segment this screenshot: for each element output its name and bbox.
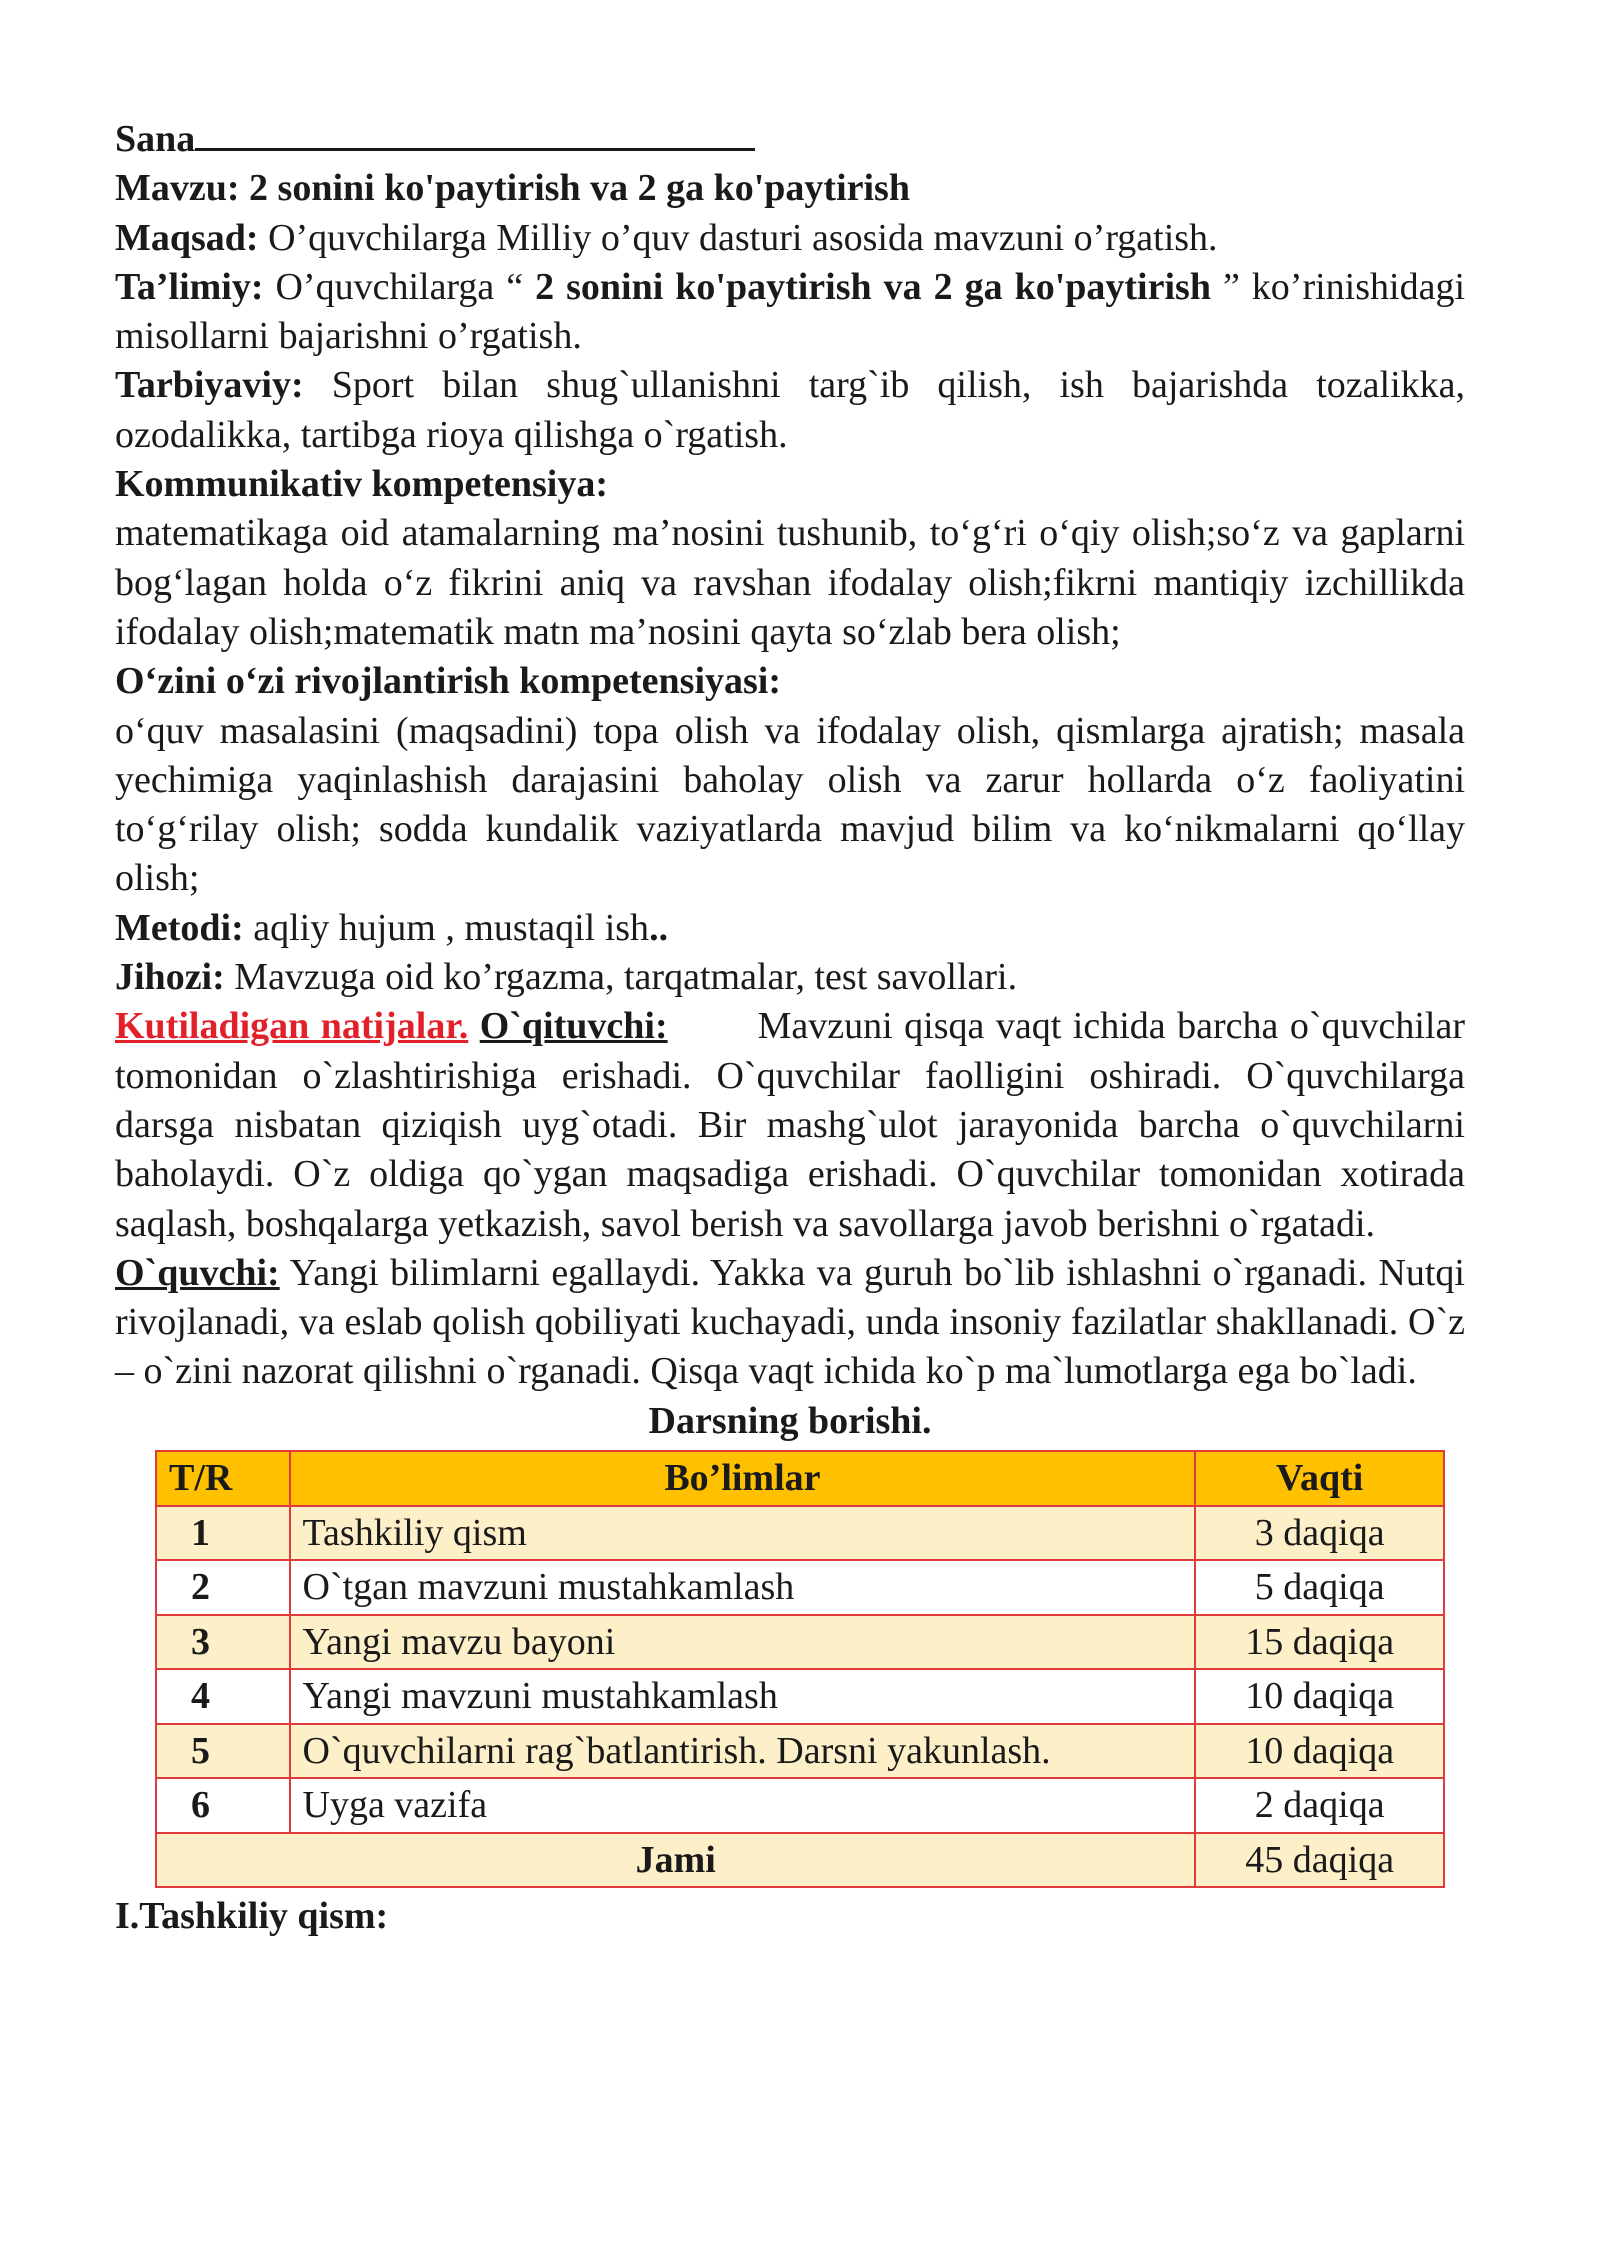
table-row bbox=[156, 1615, 1444, 1670]
table-row bbox=[156, 1669, 1444, 1724]
next-section-heading bbox=[115, 1892, 1465, 1941]
teacher-text: Mavzuni qisqa vaqt ichida barcha o`quvchilar tomonidan o`zlashtirishiga erishadi. O`quvchilar faolligini oshiradi. O`quvchilarga darsga nisbatan qiziqish uyg`otadi. Bir mashg`ulot jarayonida barcha o`quvchilarni baholaydi. O`z oldiga qo`ygan maqsadiga erishadi. O`quvchilar tomonidan xotirada saqlash, boshqalarga yetkazish, savol berish va savollarga javob berishni o`rgatadi. bbox=[115, 1005, 1465, 1245]
topic-label: Mavzu: bbox=[115, 167, 240, 210]
method-line bbox=[115, 904, 1465, 953]
row-section: O`tgan mavzuni mustahkamlash bbox=[290, 1560, 1196, 1615]
row-number: 4 bbox=[191, 1675, 210, 1718]
date-line bbox=[115, 115, 1465, 164]
upbringing-label: Tarbiyaviy: bbox=[115, 364, 304, 407]
row-time: 15 daqiqa bbox=[1195, 1615, 1444, 1670]
communicative-paragraph: matematikaga oid atamalarning ma’nosini tushunib, to‘g‘ri o‘qiy olish;so‘z va gaplarni bog‘lagan holda o‘z fikrini aniq va ravshan ifodalay olish;fikrni mantiqiy izchillikda ifodalay olish;matematik matn ma’nosini qayta so‘zlab bera olish; bbox=[115, 512, 1465, 653]
row-time: 5 daqiqa bbox=[1195, 1560, 1444, 1615]
expected-results-paragraph bbox=[115, 1002, 1465, 1248]
total-label: Jami bbox=[156, 1833, 1195, 1888]
method-end: .. bbox=[649, 906, 669, 949]
topic-text: 2 sonini ko'paytirish va 2 ga ko'paytirish bbox=[249, 167, 910, 210]
student-text: Yangi bilimlarni egallaydi. Yakka va guruh bo`lib ishlashni o`rganadi. Nutqi rivojlanadi, va eslab qolish qobiliyati kuchayadi, unda insoniy fazilatlar shakllanadi. O`z – o`zini nazorat qilishni o`rganadi. Qisqa vaqt ichida ko`p ma`lumotlarga ega bo`ladi. bbox=[115, 1251, 1465, 1393]
lesson-plan-table bbox=[155, 1450, 1445, 1888]
row-time: 10 daqiqa bbox=[1195, 1669, 1444, 1724]
date-blank-line bbox=[195, 140, 755, 151]
self-development-heading bbox=[115, 657, 1465, 706]
row-number: 2 bbox=[191, 1566, 210, 1609]
communicative-heading bbox=[115, 460, 1465, 509]
goal-line bbox=[115, 214, 1465, 263]
self-development-label: O‘zini o‘zi rivojlantirish kompetensiyasi: bbox=[115, 660, 782, 703]
row-number: 3 bbox=[191, 1620, 210, 1663]
row-time: 3 daqiqa bbox=[1195, 1506, 1444, 1561]
educational-paragraph bbox=[115, 263, 1465, 362]
row-section: Yangi mavzuni mustahkamlash bbox=[290, 1669, 1196, 1724]
upbringing-text: Sport bilan shug`ullanishni targ`ib qilish, ish bajarishda tozalikka, ozodalikka, tartibga rioya qilishga o`rgatish. bbox=[115, 364, 1465, 456]
document-body bbox=[115, 115, 1465, 1941]
topic-line bbox=[115, 164, 1465, 213]
self-development-paragraph: o‘quv masalasini (maqsadini) topa olish va ifodalay olish, qismlarga ajratish; masala yechimiga yaqinlashish darajasini baholay olish va zarur hollarda o‘z faoliyatini to‘g‘rilay olish; sodda kundalik vaziyatlarda mavjud bilim va ko‘nikmalarni qo‘llay olish; bbox=[115, 709, 1465, 900]
organizational-part-label: I.Tashkiliy qism: bbox=[115, 1895, 389, 1938]
table-row bbox=[156, 1724, 1444, 1779]
table-total-row bbox=[156, 1833, 1444, 1888]
table-row bbox=[156, 1778, 1444, 1833]
date-label: Sana bbox=[115, 118, 196, 160]
method-text: aqliy hujum , mustaqil ish bbox=[243, 906, 650, 949]
row-section: Uyga vazifa bbox=[290, 1778, 1196, 1833]
column-header-number: T/R bbox=[156, 1451, 290, 1506]
column-header-time: Vaqti bbox=[1195, 1451, 1444, 1506]
row-time: 2 daqiqa bbox=[1195, 1778, 1444, 1833]
educational-pre: O’quvchilarga “ bbox=[263, 265, 536, 308]
communicative-label: Kommunikativ kompetensiya: bbox=[115, 463, 608, 506]
row-section: Tashkiliy qism bbox=[290, 1506, 1196, 1561]
goal-label: Maqsad: bbox=[115, 216, 259, 259]
table-row bbox=[156, 1506, 1444, 1561]
row-section: O`quvchilarni rag`batlantirish. Darsni yakunlash. bbox=[290, 1724, 1196, 1779]
educational-post: ” ko’rinishidagi misollarni bajarishni o’rgatish. bbox=[115, 265, 1465, 358]
educational-topic: 2 sonini ko'paytirish va 2 ga ko'paytirish bbox=[535, 265, 1211, 308]
row-number: 5 bbox=[191, 1729, 210, 1772]
column-header-sections: Bo’limlar bbox=[290, 1451, 1196, 1506]
expected-results-label: Kutiladigan natijalar. bbox=[115, 1005, 469, 1048]
equipment-label: Jihozi: bbox=[115, 956, 225, 999]
educational-label: Ta’limiy: bbox=[115, 265, 264, 308]
row-number: 6 bbox=[191, 1784, 210, 1827]
equipment-line bbox=[115, 953, 1465, 1002]
student-label: O`quvchi: bbox=[115, 1251, 280, 1294]
student-paragraph bbox=[115, 1249, 1465, 1397]
goal-text: O’quvchilarga Milliy o’quv dasturi asosida mavzuni o’rgatish. bbox=[258, 216, 1218, 259]
total-time: 45 daqiqa bbox=[1195, 1833, 1444, 1888]
method-label: Metodi: bbox=[115, 906, 244, 949]
table-header-row bbox=[156, 1451, 1444, 1506]
upbringing-paragraph bbox=[115, 361, 1465, 460]
table-row bbox=[156, 1560, 1444, 1615]
teacher-label: O`qituvchi: bbox=[479, 1005, 668, 1048]
lesson-flow-title: Darsning borishi. bbox=[648, 1399, 932, 1442]
row-section: Yangi mavzu bayoni bbox=[290, 1615, 1196, 1670]
row-time: 10 daqiqa bbox=[1195, 1724, 1444, 1779]
equipment-text: Mavzuga oid ko’rgazma, tarqatmalar, test savollari. bbox=[224, 956, 1018, 999]
row-number: 1 bbox=[191, 1511, 210, 1554]
